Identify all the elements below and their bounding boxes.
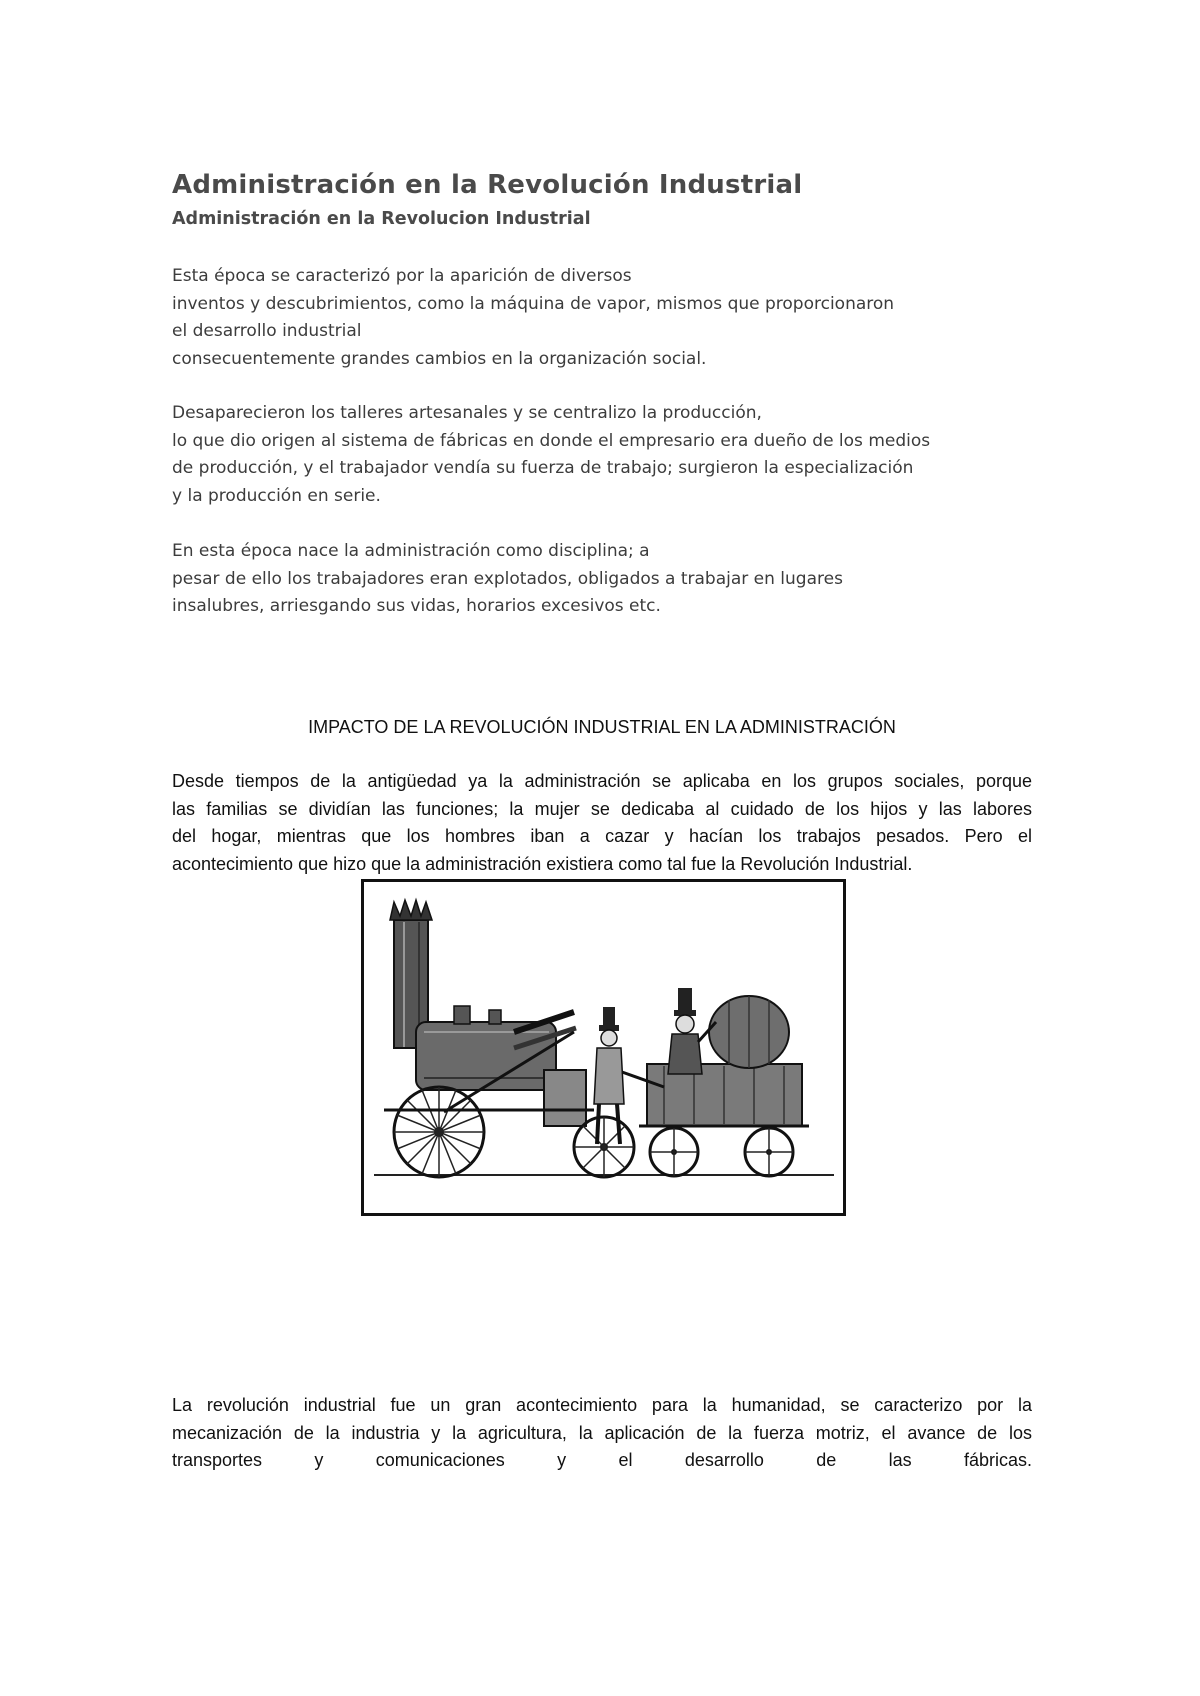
- paragraph-conclusion: [172, 1392, 1032, 1475]
- paragraph-line: Desde tiempos de la antigüedad ya la administración se aplicaba en los grupos sociales, porque: [172, 771, 1032, 791]
- paragraph-line: el desarrollo industrial: [172, 321, 362, 341]
- paragraph-intro: [172, 263, 894, 373]
- paragraph-line: del hogar, mientras que los hombres iban a cazar y hacían los trabajos pesados. Pero el: [172, 826, 1032, 846]
- paragraph-line: de producción, y el trabajador vendía su fuerza de trabajo; surgieron la especialización: [172, 458, 914, 478]
- paragraph-line: pesar de ello los trabajadores eran explotados, obligados a trabajar en lugares: [172, 568, 843, 589]
- paragraph-line: y la producción en serie.: [172, 485, 381, 506]
- paragraph-line: En esta época nace la administración como disciplina; a: [172, 541, 650, 561]
- paragraph-line: mecanización de la industria y la agricultura, la aplicación de la fuerza motriz, el avance de los: [172, 1422, 1032, 1443]
- locomotive-figure: [361, 879, 846, 1216]
- section-heading: IMPACTO DE LA REVOLUCIÓN INDUSTRIAL EN LA ADMINISTRACIÓN: [308, 717, 896, 737]
- paragraph-line: acontecimiento que hizo que la administración existiera como tal fue la Revolución Industrial.: [172, 853, 913, 874]
- paragraph-line: La revolución industrial fue un gran acontecimiento para la humanidad, se caracterizo por la: [172, 1395, 1032, 1415]
- paragraph-discipline: [172, 538, 843, 621]
- paragraph-line: lo que dio origen al sistema de fábricas en donde el empresario era dueño de los medios: [172, 430, 931, 451]
- paragraph-line: inventos y descubrimientos, como la máquina de vapor, mismos que proporcionaron: [172, 293, 895, 314]
- paragraph-line: transportes y comunicaciones y el desarrollo de las fábricas.: [172, 1450, 1032, 1470]
- paragraph-factories: [172, 400, 930, 510]
- paragraph-line: insalubres, arriesgando sus vidas, horarios excesivos etc.: [172, 596, 661, 616]
- paragraph-line: Esta época se caracterizó por la aparición de diversos: [172, 266, 632, 286]
- paragraph-antiquity: [172, 768, 1032, 878]
- paragraph-line: Desaparecieron los talleres artesanales y se centralizo la producción,: [172, 403, 762, 423]
- paragraph-line: las familias se dividían las funciones; la mujer se dedicaba al cuidado de los hijos y las labores: [172, 798, 1032, 819]
- document-title: Administración en la Revolución Industrial: [172, 170, 803, 200]
- paragraph-line: consecuentemente grandes cambios en la organización social.: [172, 348, 707, 369]
- steam-locomotive-icon: [364, 882, 843, 1213]
- document-subtitle: Administración en la Revolucion Industrial: [172, 209, 591, 229]
